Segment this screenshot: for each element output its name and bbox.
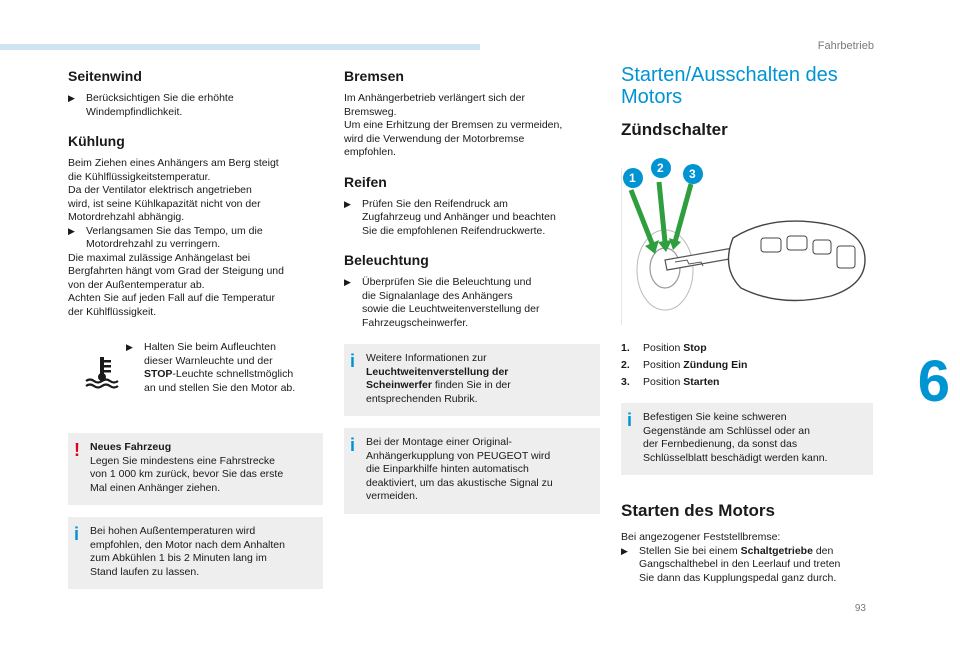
info-icon: i <box>74 524 80 544</box>
info-box-einparkhilfe: i Bei der Montage einer Original- Anhängerkupplung von PEUGEOT wird die Einparkhilfe hinten automatisch deaktiviert, um das akustische Signal zu vermeiden. <box>344 428 600 514</box>
position-list <box>621 340 873 391</box>
heading-starten: Starten des Motors <box>621 501 775 520</box>
position-item-zuendung: 2. Position Zündung Ein <box>621 359 748 371</box>
heading-bremsen: Bremsen <box>344 68 404 84</box>
bullet-marker-icon: ▶ <box>344 198 351 209</box>
heading-reifen: Reifen <box>344 173 387 190</box>
bullet-starten: ▶ Stellen Sie bei einem Schaltgetriebe den Gangschalthebel in den Leerlauf und treten Sie dann das Kupplungspedal ganz durch. <box>621 544 841 584</box>
bullet-seitenwind: ▶ Berücksichtigen Sie die erhöhte Windempfindlichkeit. <box>68 92 234 118</box>
ignition-key-illustration <box>621 150 873 330</box>
bullet-kuehlung: ▶ Verlangsamen Sie das Tempo, um die Motordrehzahl zu verringern. <box>68 224 263 250</box>
coolant-warning-text: ▶ Halten Sie beim Aufleuchten dieser Warnleuchte und der STOP-Leuchte schnellstmöglich an und stellen Sie den Motor ab. <box>126 341 296 394</box>
column-1 <box>68 64 323 601</box>
kuehlung-text: Beim Ziehen eines Anhängers am Berg steigt die Kühlflüssigkeitstemperatur. Da der Ventilator elektrisch angetrieben wird, ist seine Kühlkapazität nicht von der Motordrehzahl abhängig. <box>68 157 279 223</box>
info-box-leuchtweite: i Weitere Informationen zur Leuchtweitenverstellung der Scheinwerfer finden Sie in der entsprechenden Rubrik. <box>344 344 600 416</box>
starten-intro: Bei angezogener Feststellbremse: <box>621 531 781 543</box>
info-box-schluessel: i Befestigen Sie keine schweren Gegenstände am Schlüssel oder an der Fernbedienung, da sonst das Schlüsselblatt beschädigt werden kann. <box>621 403 873 475</box>
bullet-marker-icon: ▶ <box>344 277 351 287</box>
figure-label-3: 3 <box>689 167 696 181</box>
bullet-beleuchtung: ▶ Überprüfen Sie die Beleuchtung und die Signalanlage des Anhängers sowie die Leuchtweitenverstellung der Fahrzeugscheinwerfer. <box>344 276 540 329</box>
info-icon: i <box>350 435 356 455</box>
header-bar <box>0 44 480 50</box>
kuehlung-text-2: Die maximal zulässige Anhängelast bei Bergfahrten hängt vom Grad der Steigung und von der Außentemperatur ab. Achten Sie auf jeden Fall auf die Temperatur der Kühlflüssigkeit. <box>68 251 284 318</box>
chapter-number: 6 <box>917 349 950 414</box>
coolant-warning-note <box>68 337 323 417</box>
position-item-stop: 1. Position Stop <box>621 342 707 354</box>
info-icon: i <box>350 351 356 371</box>
bullet-reifen: ▶ Prüfen Sie den Reifendruck am Zugfahrzeug und Anhänger und beachten Sie die empfohlenen Reifendruckwerte. <box>344 197 556 237</box>
main-title: Starten/Ausschalten des Motors <box>621 64 838 108</box>
section-label: Fahrbetrieb <box>817 40 874 52</box>
info-icon: i <box>627 410 633 430</box>
warning-box-neues-fahrzeug: ! Neues Fahrzeug Legen Sie mindestens eine Fahrstrecke von 1 000 km zurück, bevor Sie das erste Mal einen Anhänger ziehen. <box>68 433 323 505</box>
column-2 <box>344 64 600 526</box>
heading-seitenwind: Seitenwind <box>68 68 142 84</box>
figure-label-2: 2 <box>657 161 664 175</box>
bremsen-text: Im Anhängerbetrieb verlängert sich der Bremsweg. Um eine Erhitzung der Bremsen zu vermeiden, wird die Verwendung der Motorbremse empfohlen. <box>344 92 563 158</box>
heading-kuehlung: Kühlung <box>68 133 125 149</box>
page-number: 93 <box>854 603 866 614</box>
ignition-key-figure <box>621 150 873 330</box>
bullet-marker-icon: ▶ <box>621 545 628 556</box>
warning-exclamation-icon: ! <box>74 440 80 460</box>
heading-zuendschalter: Zündschalter <box>621 120 728 139</box>
coolant-temperature-warning-icon <box>84 355 120 389</box>
info-box-aussentemperatur: i Bei hohen Außentemperaturen wird empfohlen, den Motor nach dem Anhalten zum Abkühlen 1 bis 2 Minuten lang im Stand laufen zu lassen. <box>68 517 323 589</box>
figure-label-1: 1 <box>629 171 636 185</box>
bullet-marker-icon: ▶ <box>68 93 75 103</box>
bullet-marker-icon: ▶ <box>68 225 75 236</box>
bullet-marker-icon: ▶ <box>126 342 133 352</box>
position-item-starten: 3. Position Starten <box>621 376 720 388</box>
heading-beleuchtung: Beleuchtung <box>344 252 429 268</box>
column-3 <box>621 64 873 585</box>
